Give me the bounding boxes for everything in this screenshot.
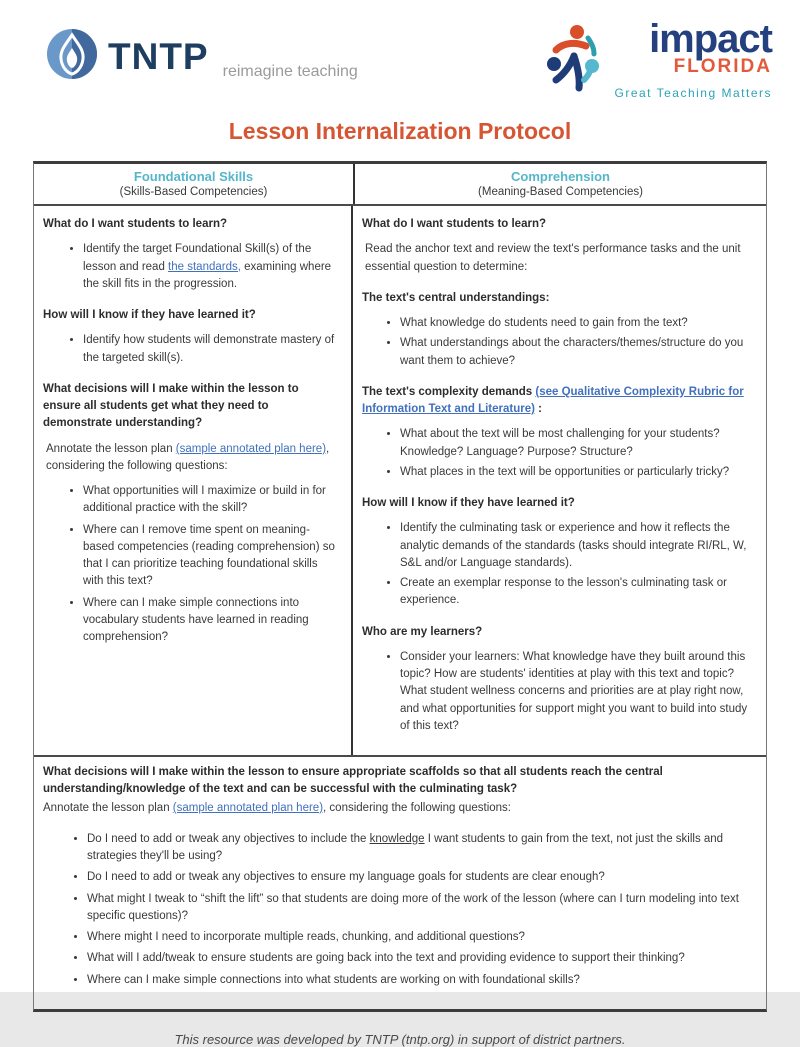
section-question bbox=[43, 216, 339, 233]
column-header-comprehension bbox=[353, 164, 766, 204]
section-question bbox=[43, 764, 752, 799]
bullet-item bbox=[87, 950, 752, 967]
protocol-table bbox=[33, 161, 767, 1012]
text-run: examining where the skill fits in the progression. bbox=[83, 260, 332, 290]
bullet-list bbox=[362, 426, 754, 481]
bullet-item bbox=[83, 241, 339, 293]
bullet-list bbox=[43, 241, 339, 293]
column-header-foundational-skills bbox=[34, 164, 353, 204]
bullet-item bbox=[87, 869, 752, 886]
bullet-item bbox=[83, 332, 339, 367]
bullet-item bbox=[400, 649, 754, 735]
column-title: Comprehension bbox=[511, 169, 610, 184]
text-run: Where can I make simple connections into vocabulary students have learned in reading comprehension? bbox=[83, 596, 309, 643]
bullet-item bbox=[83, 522, 339, 591]
section-question bbox=[362, 495, 754, 512]
column-title: Foundational Skills bbox=[133, 169, 254, 184]
text-run: I want students to gain from the text, not just the skills and strategies they'll be using? bbox=[87, 832, 724, 862]
text-run: Where might I need to incorporate multiple reads, chunking, and additional questions? bbox=[87, 931, 525, 943]
text-run: Identify how students will demonstrate mastery of the targeted skill(s). bbox=[83, 334, 335, 364]
text-run: What decisions will I make within the lesson to ensure appropriate scaffolds so that all students reach the central understanding/knowledge of the text and can be successful with the culminating task? bbox=[43, 766, 663, 796]
scaffolds-decisions-section bbox=[34, 757, 766, 1009]
bullet-item bbox=[400, 520, 754, 572]
bullet-list bbox=[362, 315, 754, 370]
impact-region: FLORIDA bbox=[673, 56, 772, 77]
text-run: Identify the target Foundational Skill(s) of the lesson and read bbox=[83, 243, 312, 273]
text-run: What understandings about the characters/themes/structure do you want them to achieve? bbox=[400, 337, 744, 367]
bullet-item bbox=[400, 464, 754, 481]
text-run: How will I know if they have learned it? bbox=[43, 309, 256, 321]
text-link[interactable]: (sample annotated plan here) bbox=[175, 442, 327, 455]
text-run: Who are my learners? bbox=[362, 625, 483, 638]
text-run: What opportunities will I maximize or build in for additional practice with the skill? bbox=[83, 485, 326, 515]
underlined-text: knowledge bbox=[369, 832, 425, 845]
tntp-wordmark: TNTP bbox=[108, 36, 209, 77]
text-run: What knowledge do students need to gain from the text? bbox=[400, 317, 688, 329]
text-run: Where can I remove time spent on meaning-based competencies (reading comprehension) so that I can prioritize teaching foundational skills with this text? bbox=[83, 523, 335, 588]
text-run: The text's complexity demands bbox=[362, 385, 536, 398]
text-run: Identify the culminating task or experience and how it reflects the analytic demands of the standards (tasks should integrate RI/RL, W, S&L and/or Language standards). bbox=[400, 522, 747, 569]
foundational-skills-cell bbox=[34, 206, 353, 755]
paragraph bbox=[43, 441, 339, 476]
bullet-item bbox=[400, 426, 754, 461]
table-header-row bbox=[34, 164, 766, 206]
text-run: What do I want students to learn? bbox=[362, 218, 546, 230]
bullet-item bbox=[83, 595, 339, 647]
section-question bbox=[43, 307, 339, 324]
text-run: How will I know if they have learned it? bbox=[362, 497, 575, 509]
table-body-row bbox=[34, 206, 766, 757]
text-run: What places in the text will be opportunities or particularly tricky? bbox=[400, 465, 730, 478]
bullet-list bbox=[43, 332, 339, 367]
section-question bbox=[362, 384, 754, 419]
text-run: What decisions will I make within the lesson to ensure all students get what they need to demonstrate understanding? bbox=[43, 382, 299, 430]
text-run: Consider your learners: What knowledge have they built around this topic? How are students' identities at play with this text and topic? What student wellness concerns and priorities are at play right now, and what opportunities for support might you want to build into study of this text? bbox=[400, 650, 748, 732]
text-run: Do I need to add or tweak any objectives to include the bbox=[87, 832, 370, 845]
bullet-list bbox=[43, 831, 752, 989]
impact-florida-logo bbox=[544, 17, 772, 103]
tntp-tagline: reimagine teaching bbox=[222, 63, 358, 80]
text-run: , considering the following questions: bbox=[46, 442, 330, 472]
bullet-item bbox=[83, 483, 339, 518]
text-run: , considering the following questions: bbox=[323, 801, 511, 814]
text-run: Annotate the lesson plan bbox=[46, 442, 176, 455]
impact-text-block bbox=[614, 17, 772, 100]
paragraph bbox=[43, 800, 752, 817]
bullet-item bbox=[400, 575, 754, 610]
tntp-logo bbox=[46, 28, 358, 85]
text-run: Do I need to add or tweak any objectives to ensure my language goals for students are clear enough? bbox=[87, 871, 605, 884]
paragraph bbox=[362, 241, 754, 276]
bullet-item bbox=[400, 335, 754, 370]
tntp-flame-circle-icon bbox=[46, 28, 98, 85]
logo-header bbox=[0, 0, 800, 100]
text-run: : bbox=[534, 403, 542, 415]
comprehension-cell bbox=[353, 206, 766, 755]
bullet-item bbox=[87, 972, 752, 989]
text-link[interactable]: (see Qualitative Complexity Rubric for Information Text and Literature) bbox=[362, 385, 744, 415]
section-question bbox=[362, 624, 754, 641]
bullet-item bbox=[87, 891, 752, 926]
bullet-list bbox=[362, 520, 754, 609]
text-link[interactable]: (sample annotated plan here) bbox=[172, 801, 324, 814]
text-run: The text's central understandings: bbox=[362, 291, 550, 304]
text-link[interactable]: the standards, bbox=[168, 260, 241, 273]
bullet-list bbox=[362, 649, 754, 735]
impact-wordmark: impact bbox=[649, 17, 772, 61]
page-title: Lesson Internalization Protocol bbox=[228, 118, 572, 144]
column-subtitle: (Meaning-Based Competencies) bbox=[478, 186, 643, 198]
section-question bbox=[43, 381, 339, 433]
text-run: What about the text will be most challenging for your students? Knowledge? Language? Purpose? Structure? bbox=[400, 428, 720, 458]
text-run: Where can I make simple connections into what students are working on with foundational skills? bbox=[87, 973, 580, 986]
text-run: What might I tweak to “shift the lift” so that students are doing more of the work of the lesson (where can I turn modeling into text specific questions)? bbox=[87, 892, 739, 922]
text-run: Create an exemplar response to the lesson's culminating task or experience. bbox=[400, 577, 727, 607]
impact-abstract-figures-icon bbox=[544, 22, 606, 103]
section-question bbox=[362, 290, 754, 307]
bullet-item bbox=[87, 831, 752, 866]
text-run: Annotate the lesson plan bbox=[43, 801, 173, 814]
text-run: Read the anchor text and review the text's performance tasks and the unit essential question to determine: bbox=[365, 243, 741, 273]
text-run: What do I want students to learn? bbox=[43, 218, 227, 230]
bullet-list bbox=[43, 483, 339, 646]
bullet-item bbox=[87, 929, 752, 946]
bullet-item bbox=[400, 315, 754, 332]
text-run: What will I add/tweak to ensure students are going back into the text and providing evidence to support their thinking? bbox=[87, 952, 685, 965]
impact-tagline: Great Teaching Matters bbox=[614, 85, 772, 100]
footer-attribution: This resource was developed by TNTP (tntp.org) in support of district partners. bbox=[174, 1031, 626, 1047]
section-question bbox=[362, 216, 754, 233]
column-subtitle: (Skills-Based Competencies) bbox=[119, 186, 268, 198]
